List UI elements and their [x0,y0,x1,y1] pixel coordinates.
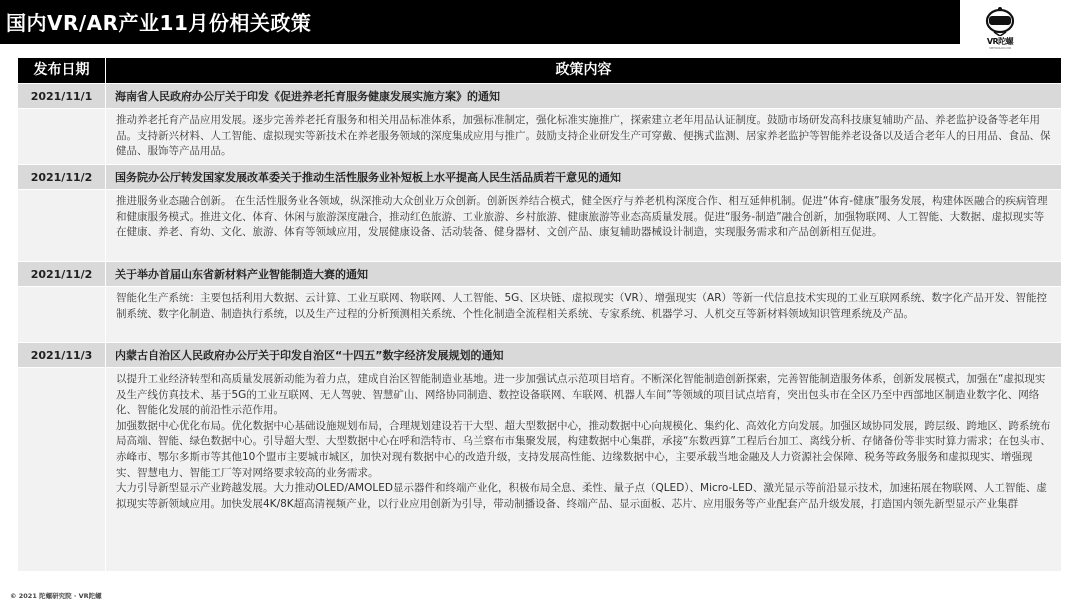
row-paragraph: 推动养老托育产品应用发展。逐步完善养老托育服务和相关用品标准体系，加强标准制定，强化标准实施推广，探索建立老年用品认证制度。鼓励市场研发高科技康复辅助产品、养老监护设备等老年用品。支持新兴材料、人工智能、虚拟现实等新技术在养老服务领域的深度集成应用与推广。鼓励支持企业研发生产可穿戴、便携式监测、居家养老监护等智能养老设备以及适合老年人的日用品、食品、保健品、服饰等产品用品。 [116,114,1051,158]
table-row-body [18,108,1061,164]
title-bar [0,0,960,44]
logo-subtext: VRTUOLUO.CN [989,46,1011,50]
row-policy-title: 关于举办首届山东省新材料产业智能制造大赛的通知 [115,268,368,281]
page-title: 国内VR/AR产业11月份相关政策 [6,11,312,35]
row-paragraph: 智能化生产系统：主要包括利用大数据、云计算、工业互联网、物联网、人工智能、5G、区块链、虚拟现实（VR）、增强现实（AR）等新一代信息技术实现的工业互联网系统、数字化产品开发、智能控制系统、数字化制造、制造执行系统，以及生产过程的分析预测相关系统、个性化制造全流程相关系统、专家系统、机器学习、人机交互等新材料领域知识管理系统及产品。 [116,292,1048,320]
table-row-header [18,342,1061,367]
row-date: 2021/11/3 [18,343,106,367]
table-row-header [18,83,1061,108]
row-date: 2021/11/1 [18,84,106,108]
row-policy-title: 内蒙古自治区人民政府办公厅关于印发自治区“十四五”数字经济发展规划的通知 [115,349,504,362]
table-row-header [18,164,1061,189]
row-policy-title: 国务院办公厅转发国家发展改革委关于推动生活性服务业补短板上水平提高人民生活品质若干意见的通知 [115,171,621,184]
row-date: 2021/11/2 [18,262,106,286]
table-row-body [18,367,1061,571]
table-row-body [18,286,1061,342]
row-paragraph: 大力引导新型显示产业跨越发展。大力推动OLED/AMOLED显示器件和终端产业化，积极布局全息、柔性、量子点（QLED）、Micro-LED、激光显示等前沿显示技术，加速拓展在物联网、人工智能、虚拟现实等新领域应用。加快发展4K/8K超高清视频产业，以行业应用创新为引导，带动制播设备、终端产品、显示面板、芯片、应用服务等产业配套产品升级发展，打造国内领先新型显示产业集群 [116,482,1047,510]
row-date: 2021/11/2 [18,165,106,189]
row-content [116,113,1053,160]
row-content [116,194,1053,241]
row-content [116,291,1053,322]
footer-copyright: © 2021 陀螺研究院 · VR陀螺 [10,592,102,600]
row-content [116,372,1053,512]
table-row-body [18,189,1061,261]
policy-table [18,58,1061,571]
helmet-logo-icon [974,6,1026,36]
logo-text: VR陀螺 [986,37,1014,46]
header-content: 政策内容 [555,62,612,78]
table-header [18,58,1061,83]
row-paragraph: 以提升工业经济转型和高质量发展新动能为着力点，建成自治区智能制造业基地。进一步加强试点示范项目培育。不断深化智能制造创新探索，完善智能制造服务体系，创新发展模式，加强在“虚拟现实及生产线仿真技术、基于5G的工业互联网、无人驾驶、智慧矿山、网络协同制造、数控设备联网、车联网、机器人车间”等领域的项目试点培育，突出包头市在全区乃至中西部地区制造业数字化、网络化、智能化发展的前沿性示范作用。 [116,373,1046,417]
row-paragraph: 推进服务业态融合创新。 在生活性服务业各领域，纵深推动大众创业万众创新。创新医养结合模式，健全医疗与养老机构深度合作、相互延伸机制。促进“体育-健康”服务发展，构建体医融合的疾病管理和健康服务模式。推进文化、体育、休闲与旅游深度融合，推动红色旅游、工业旅游、乡村旅游、健康旅游等业态高质量发展。促进“服务-制造”融合创新，加强物联网、人工智能、大数据、虚拟现实等在健康、养老、育幼、文化、旅游、体育等领域应用，发展健康设备、活动装备、健身器材、文创产品、康复辅助器械设计制造，实现服务需求和产品创新相互促进。 [116,195,1048,239]
row-paragraph: 加强数据中心优化布局。优化数据中心基础设施规划布局，合理规划建设若干大型、超大型数据中心，推动数据中心向规模化、集约化、高效化方向发展。加强区域协同发展，跨层级、跨地区、跨系统布局高端、智能、绿色数据中心。引导超大型、大型数据中心在呼和浩特市、乌兰察布市集聚发展，构建数据中心集群，承接“东数西算”工程后台加工、离线分析、存储备份等非实时算力需求；在包头市、赤峰市、鄂尔多斯市等其他10个盟市主要城市城区，加快对现有数据中心的改造升级，支持发展高性能、边缘数据中心，主要承载当地金融及人力资源社会保障、税务等政务服务和虚拟现实、增强现实、智慧电力、智能工厂等对网络要求较高的业务需求。 [116,419,1051,479]
header-date: 发布日期 [18,58,106,83]
table-row-header [18,261,1061,286]
logo [974,6,1026,50]
row-policy-title: 海南省人民政府办公厅关于印发《促进养老托育服务健康发展实施方案》的通知 [115,90,500,103]
